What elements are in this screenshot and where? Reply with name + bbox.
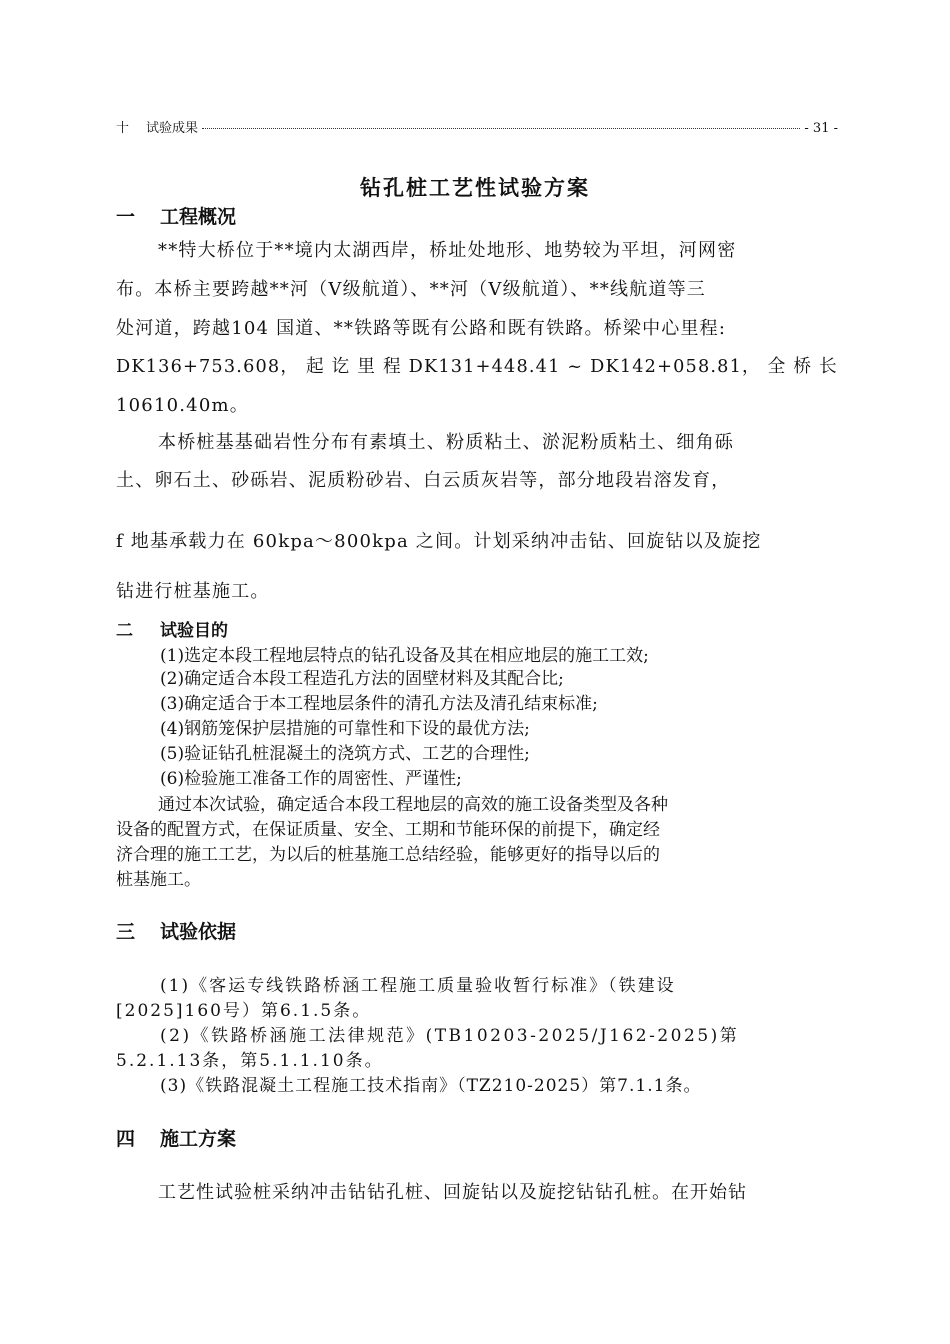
section-title: 试验目的	[160, 621, 228, 641]
toc-page-number: - 31 -	[804, 121, 838, 136]
paragraph-line: [2025]160号）第6.1.5条。	[116, 1001, 372, 1021]
paragraph-line: 处河道，跨越104 国道、**铁路等既有公路和既有铁路。桥梁中心里程:	[116, 318, 727, 339]
section-heading-overview	[116, 202, 236, 229]
section-title: 施工方案	[160, 1128, 237, 1150]
section-heading-basis	[116, 917, 236, 944]
list-item: (1)选定本段工程地层特点的钻孔设备及其在相应地层的施工工效;	[160, 646, 649, 666]
list-item: (5)验证钻孔桩混凝土的浇筑方式、工艺的合理性;	[160, 744, 530, 764]
section-number: 一	[116, 206, 136, 228]
toc-label: 试验成果	[146, 121, 199, 136]
list-item: (6)检验施工准备工作的周密性、严谨性;	[160, 769, 462, 789]
paragraph-line: 10610.40m。	[116, 395, 249, 416]
paragraph-line: 钻进行桩基施工。	[116, 581, 270, 602]
paragraph-line: 土、卵石土、砂砾岩、泥质粉砂岩、白云质灰岩等，部分地段岩溶发育，	[116, 470, 731, 491]
section-number: 四	[116, 1128, 136, 1150]
toc-entry[interactable]	[116, 117, 838, 137]
paragraph-line: 设备的配置方式，在保证质量、安全、工期和节能环保的前提下，确定经	[116, 820, 660, 840]
list-item: (2)确定适合本段工程造孔方法的固壁材料及其配合比;	[160, 669, 564, 689]
section-number: 二	[116, 621, 133, 641]
paragraph-line: (2)《铁路桥涵施工法律规范》(TB10203-2025/J162-2025)第	[160, 1026, 740, 1046]
section-title: 试验依据	[160, 921, 237, 943]
paragraph-line: 5.2.1.13条，第5.1.1.10条。	[116, 1051, 384, 1071]
paragraph-line: (3)《铁路混凝土工程施工技术指南》（TZ210-2025）第7.1.1条。	[160, 1076, 702, 1096]
paragraph-line: 济合理的施工工艺，为以后的桩基施工总结经验，能够更好的指导以后的	[116, 845, 660, 865]
section-heading-plan	[116, 1124, 236, 1151]
paragraph-line: 工艺性试验桩采纳冲击钻钻孔桩、回旋钻以及旋挖钻钻孔桩。在开始钻	[158, 1182, 747, 1203]
paragraph-line: DK136+753.608， 起 讫 里 程 DK131+448.41 ~ DK142+058.81， 全 桥 长	[116, 356, 838, 377]
section-heading-purpose	[116, 616, 228, 641]
paragraph-line: 本桥桩基基础岩性分布有素填土、粉质粘土、淤泥粉质粘土、细角砾	[158, 432, 734, 453]
toc-number: 十	[116, 121, 130, 136]
paragraph-line: **特大桥位于**境内太湖西岸，桥址处地形、地势较为平坦，河网密	[158, 240, 737, 261]
paragraph-line: 桩基施工。	[116, 870, 201, 890]
toc-leader-dots	[202, 128, 800, 129]
document-title: 钻孔桩工艺性试验方案	[360, 176, 590, 200]
section-title: 工程概况	[160, 206, 237, 228]
list-item: (4)钢筋笼保护层措施的可靠性和下设的最优方法;	[160, 719, 530, 739]
list-item: (3)确定适合于本工程地层条件的清孔方法及清孔结束标准;	[160, 694, 598, 714]
section-number: 三	[116, 921, 136, 943]
paragraph-line: 通过本次试验，确定适合本段工程地层的高效的施工设备类型及各种	[158, 795, 668, 815]
paragraph-line: 布。本桥主要跨越**河（Ⅴ级航道）、**河（Ⅴ级航道）、**线航道等三	[116, 279, 706, 300]
paragraph-line: (1)《客运专线铁路桥涵工程施工质量验收暂行标准》（铁建设	[160, 976, 676, 996]
paragraph-line: f 地基承载力在 60kpa～800kpa 之间。计划采纳冲击钻、回旋钻以及旋挖	[116, 531, 762, 552]
